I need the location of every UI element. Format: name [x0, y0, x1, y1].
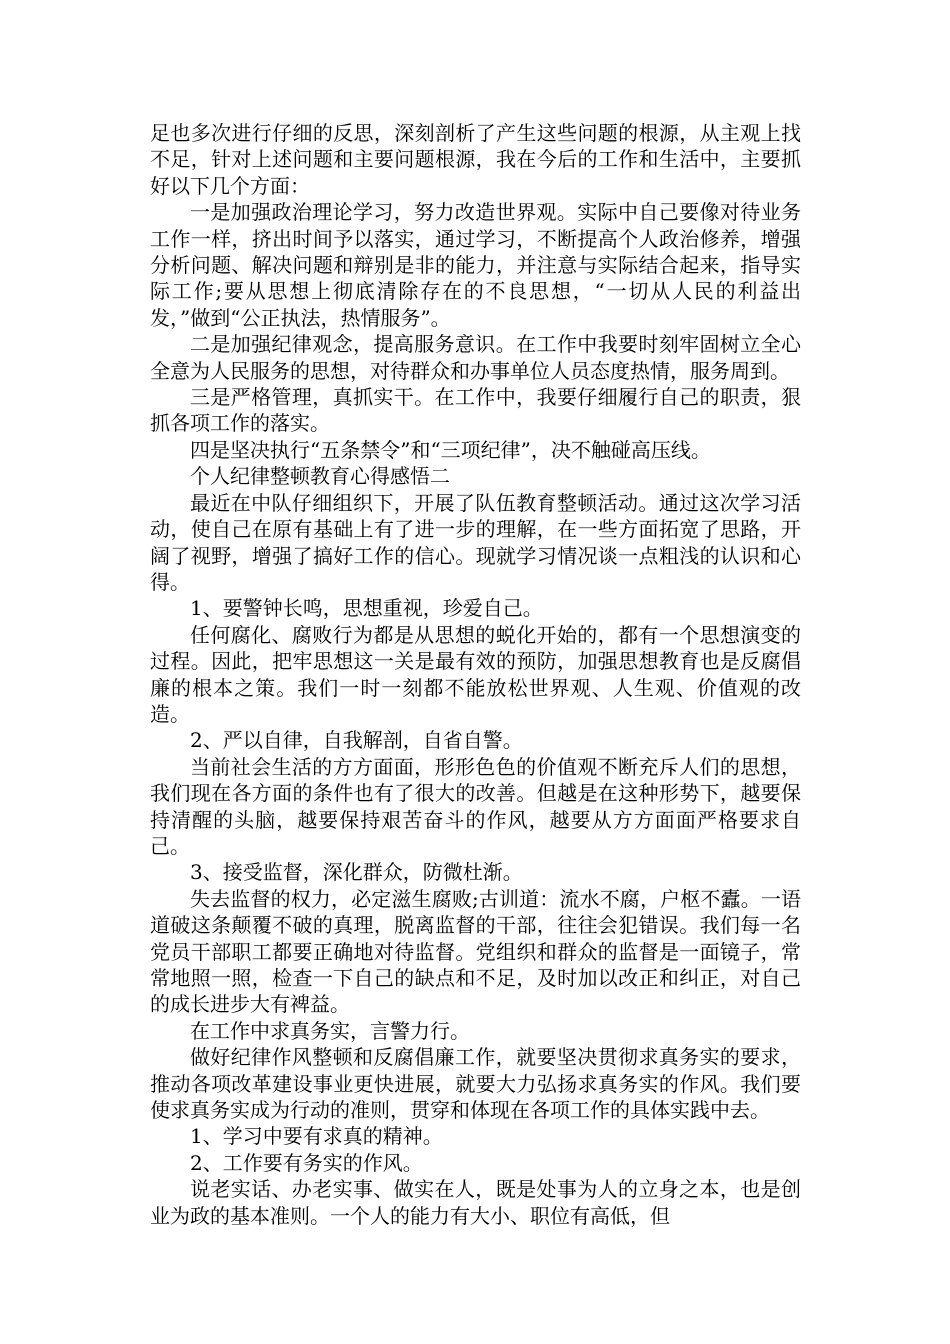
paragraph-body-5: 说老实话、办老实事、做实在人，既是处事为人的立身之本，也是创业为政的基本准则。一个人的能力有大小、职位有高低，但 — [150, 1177, 801, 1228]
paragraph-body-1: 任何腐化、腐败行为都是从思想的蜕化开始的，都有一个思想演变的过程。因此，把牢思想这一关是最有效的预防，加强思想教育也是反腐倡廉的根本之策。我们一时一刻都不能放松世界观、人生观、价值观的改造。 — [150, 622, 801, 726]
subheading-1: 1、要警钟长鸣，思想重视，珍爱自己。 — [190, 596, 543, 621]
section-heading: 个人纪律整顿教育心得感悟二 — [190, 464, 450, 489]
paragraph-body-2: 当前社会生活的方方面面，形形色色的价值观不断充斥人们的思想，我们现在各方面的条件也有了很大的改善。但越是在这种形势下，越要保持清醒的头脑，越要保持艰苦奋斗的作风，越要从方方面面严格要求自己。 — [150, 754, 801, 858]
paragraph-body-3: 失去监督的权力，必定滋生腐败;古训道：流水不腐，户枢不蠹。一语道破这条颠覆不破的真理，脱离监督的干部，往往会犯错误。我们每一名党员干部职工都要正确地对待监督。党组织和群众的监督是一面镜子，常常地照一照，检查一下自己的缺点和不足，及时加以改正和纠正，对自己的成长进步大有裨益。 — [150, 886, 801, 1017]
paragraph-point-four: 四是坚决执行“五条禁令”和“三项纪律”，决不触碰高压线。 — [190, 437, 711, 462]
paragraph-continuation: 足也多次进行仔细的反思，深刻剖析了产生这些问题的根源，从主观上找不足，针对上述问题和主要问题根源，我在今后的工作和生活中，主要抓好以下几个方面： — [150, 121, 801, 198]
paragraph-intro: 最近在中队仔细组织下，开展了队伍教育整顿活动。通过这次学习活动，使自己在原有基础上有了进一步的理解，在一些方面拓宽了思路，开阔了视野，增强了搞好工作的信心。现就学习情况谈一点粗浅的认识和心得。 — [150, 490, 801, 594]
subheading-3: 3、接受监督，深化群众，防微杜渐。 — [190, 860, 523, 885]
paragraph-point-three: 三是严格管理，真抓实干。在工作中，我要仔细履行自己的职责，狠抓各项工作的落实。 — [150, 385, 801, 436]
paragraph-point-two: 二是加强纪律观念，提高服务意识。在工作中我要时刻牢固树立全心全意为人民服务的思想，对待群众和办事单位人员态度热情，服务周到。 — [150, 332, 801, 383]
subheading-practice: 在工作中求真务实，言警力行。 — [190, 1018, 470, 1043]
paragraph-body-4: 做好纪律作风整顿和反腐倡廉工作，就要坚决贯彻求真务实的要求，推动各项改革建设事业更快进展，就要大力弘扬求真务实的作风。我们要使求真务实成为行动的准则，贯穿和体现在各项工作的具体实践中去。 — [150, 1045, 801, 1123]
document-body — [150, 120, 801, 1229]
paragraph-point-one: 一是加强政治理论学习，努力改造世界观。实际中自己要像对待业务工作一样，挤出时间予以落实，通过学习，不断提高个人政治修养，增强分析问题、解决问题和辩别是非的能力，并注意与实际结合起来，指导实际工作;要从思想上彻底清除存在的不良思想，“一切从人民的利益出发，”做到“公正执法，热情服务”。 — [150, 200, 801, 330]
subheading-2: 2、严以自律，自我解剖，自省自警。 — [190, 728, 523, 753]
list-item-study: 1、学习中要有求真的精神。 — [190, 1124, 443, 1149]
list-item-work: 2、工作要有务实的作风。 — [190, 1150, 423, 1175]
